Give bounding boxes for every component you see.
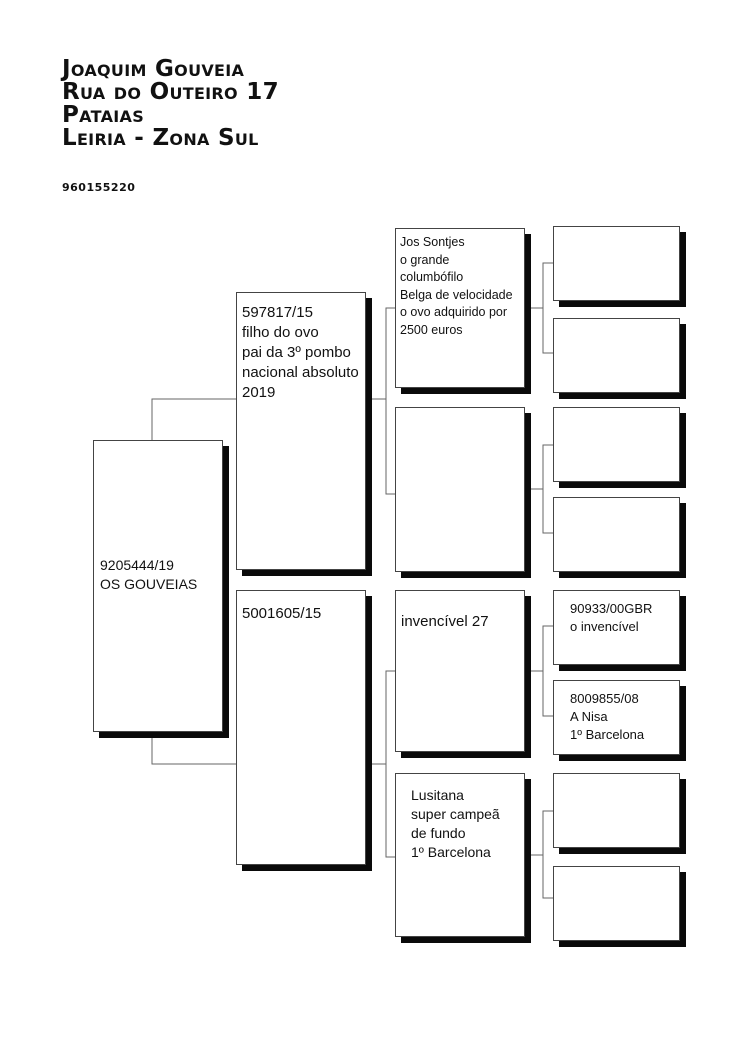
dam-box [236, 590, 366, 865]
dam-sire-sire-box [553, 590, 680, 665]
subject-text: 9205444/19 OS GOUVEIAS [100, 557, 198, 592]
connector-ds [525, 626, 553, 716]
subject-box [93, 440, 223, 732]
connector-dd [525, 811, 553, 898]
dam-dam-sire-box [553, 773, 680, 848]
dam-dam-box [395, 773, 525, 937]
owner-region: Leiria - Zona Sul [62, 125, 259, 151]
dam-sire-dam-box [553, 680, 680, 755]
dam-sire-text: invencível 27 [401, 613, 489, 630]
connector-ss [525, 263, 553, 353]
owner-phone: 960155220 [62, 181, 136, 194]
sire-dam-sire-box [553, 407, 680, 482]
connector-sd [525, 445, 553, 533]
owner-street: Rua do Outeiro 17 [62, 79, 279, 105]
dam-text: 5001605/15 [242, 605, 322, 622]
sire-dam-box [395, 407, 525, 572]
sire-sire-dam-box [553, 318, 680, 393]
sire-text: 597817/15 filho do ovo pai da 3º pombo nacional absoluto 2019 [242, 304, 359, 401]
dam-sire-sire-text: 90933/00GBR o invencível [570, 601, 653, 634]
owner-town: Pataias [62, 102, 145, 128]
dam-sire-dam-text: 8009855/08 A Nisa 1º Barcelona [570, 691, 645, 742]
dam-dam-text: Lusitana super campeã de fundo 1º Barcelona [411, 787, 500, 860]
dam-dam-dam-box [553, 866, 680, 941]
dam-sire-box [395, 590, 525, 752]
sire-sire-text: Jos Sontjes o grande columbófilo Belga de velocidade o ovo adquirido por 2500 euros [400, 235, 513, 337]
sire-sire-sire-box [553, 226, 680, 301]
sire-dam-dam-box [553, 497, 680, 572]
connector-dam [366, 671, 395, 857]
sire-box [236, 292, 366, 570]
sire-sire-box [395, 228, 525, 388]
connector-sire [366, 308, 395, 494]
owner-name: Joaquim Gouveia [62, 56, 245, 82]
